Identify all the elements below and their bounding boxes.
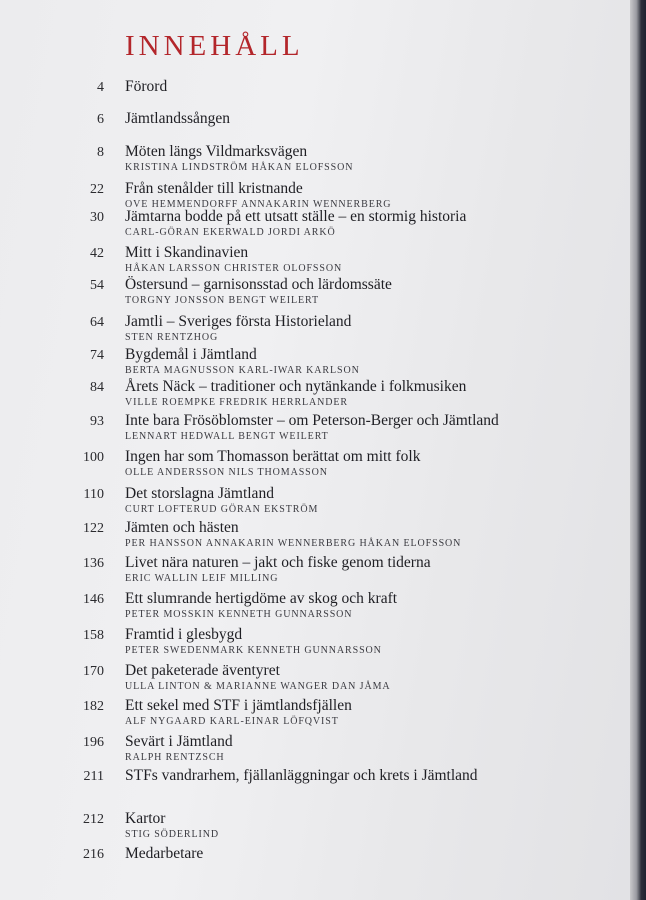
toc-page-number: 6 <box>97 112 104 127</box>
page-title: INNEHÅLL <box>125 30 304 62</box>
toc-chapter-title: Det storslagna Jämtland <box>125 485 274 502</box>
toc-page-number: 216 <box>83 847 104 862</box>
toc-page-number: 64 <box>90 315 104 330</box>
toc-chapter-title: Årets Näck – traditioner och nytänkande i folkmusiken <box>125 378 467 395</box>
toc-page-number: 42 <box>90 246 104 261</box>
toc-page-number: 170 <box>83 664 104 679</box>
toc-page-number: 110 <box>83 487 104 502</box>
toc-chapter-title: Livet nära naturen – jakt och fiske genom tiderna <box>125 554 431 571</box>
toc-page-number: 22 <box>90 182 104 197</box>
toc-authors: CURT LOFTERUD GÖRAN EKSTRÖM <box>125 504 319 515</box>
toc-chapter-title: Inte bara Frösöblomster – om Peterson-Berger och Jämtland <box>125 412 499 429</box>
toc-chapter-title: Ingen har som Thomasson berättat om mitt folk <box>125 448 421 465</box>
toc-chapter-title: Jamtli – Sveriges första Historieland <box>125 313 352 330</box>
toc-authors: KRISTINA LINDSTRÖM HÅKAN ELOFSSON <box>125 162 354 173</box>
toc-authors: PETER MOSSKIN KENNETH GUNNARSSON <box>125 609 353 620</box>
toc-authors: RALPH RENTZSCH <box>125 752 225 763</box>
toc-chapter-title: Mitt i Skandinavien <box>125 244 249 261</box>
toc-page-number: 158 <box>83 628 104 643</box>
toc-chapter-title: Från stenålder till kristnande <box>125 180 303 197</box>
toc-authors: OLLE ANDERSSON NILS THOMASSON <box>125 467 328 478</box>
toc-page-number: 211 <box>83 769 104 784</box>
toc-authors: LENNART HEDWALL BENGT WEILERT <box>125 431 329 442</box>
toc-page-number: 182 <box>83 699 104 714</box>
toc-chapter-title: Möten längs Vildmarksvägen <box>125 143 308 160</box>
toc-chapter-title: Det paketerade äventyret <box>125 662 280 679</box>
toc-page-number: 30 <box>90 210 104 225</box>
toc-page-number: 84 <box>90 380 104 395</box>
toc-authors: OVE HEMMENDORFF ANNAKARIN WENNERBERG <box>125 199 392 210</box>
toc-chapter-title: Bygdemål i Jämtland <box>125 346 257 363</box>
toc-chapter-title: Kartor <box>125 810 166 827</box>
toc-authors: TORGNY JONSSON BENGT WEILERT <box>125 295 319 306</box>
toc-page-number: 212 <box>83 812 104 827</box>
toc-authors: ERIC WALLIN LEIF MILLING <box>125 573 279 584</box>
toc-authors: ALF NYGAARD KARL-EINAR LÖFQVIST <box>125 716 339 727</box>
toc-authors: PETER SWEDENMARK KENNETH GUNNARSSON <box>125 645 382 656</box>
toc-chapter-title: Ett slumrande hertigdöme av skog och kraft <box>125 590 398 607</box>
toc-page-number: 74 <box>90 348 104 363</box>
toc-authors: CARL-GÖRAN EKERWALD JORDI ARKÖ <box>125 227 336 238</box>
toc-authors: BERTA MAGNUSSON KARL-IWAR KARLSON <box>125 365 360 376</box>
toc-authors: PER HANSSON ANNAKARIN WENNERBERG HÅKAN ELOFSSON <box>125 538 462 549</box>
toc-page-number: 146 <box>83 592 104 607</box>
toc-chapter-title: Jämtarna bodde på ett utsatt ställe – en stormig historia <box>125 208 467 225</box>
toc-authors: STEN RENTZHOG <box>125 332 219 343</box>
toc-page-number: 4 <box>97 80 104 95</box>
toc-authors: STIG SÖDERLIND <box>125 829 219 840</box>
toc-chapter-title: Framtid i glesbygd <box>125 626 243 643</box>
toc-chapter-title: Ett sekel med STF i jämtlandsfjällen <box>125 697 352 714</box>
toc-page-number: 54 <box>90 278 104 293</box>
toc-chapter-title: Medarbetare <box>125 845 204 862</box>
toc-chapter-title: Jämten och hästen <box>125 519 239 536</box>
toc-page-number: 196 <box>83 735 104 750</box>
toc-authors: HÅKAN LARSSON CHRISTER OLOFSSON <box>125 263 343 274</box>
toc-chapter-title: Förord <box>125 78 168 95</box>
toc-chapter-title: Sevärt i Jämtland <box>125 733 233 750</box>
toc-page-number: 8 <box>97 145 104 160</box>
toc-chapter-title: Jämtlandssången <box>125 110 231 127</box>
toc-page-number: 136 <box>83 556 104 571</box>
toc-authors: ULLA LINTON & MARIANNE WANGER DAN JÅMA <box>125 681 391 692</box>
toc-chapter-title: Östersund – garnisonsstad och lärdomssäte <box>125 276 392 293</box>
toc-page-number: 100 <box>83 450 104 465</box>
toc-chapter-title: STFs vandrarhem, fjällanläggningar och krets i Jämtland <box>125 767 478 784</box>
toc-authors: VILLE ROEMPKE FREDRIK HERRLANDER <box>125 397 348 408</box>
book-edge <box>630 0 646 900</box>
toc-page-number: 122 <box>83 521 104 536</box>
toc-page-number: 93 <box>90 414 104 429</box>
